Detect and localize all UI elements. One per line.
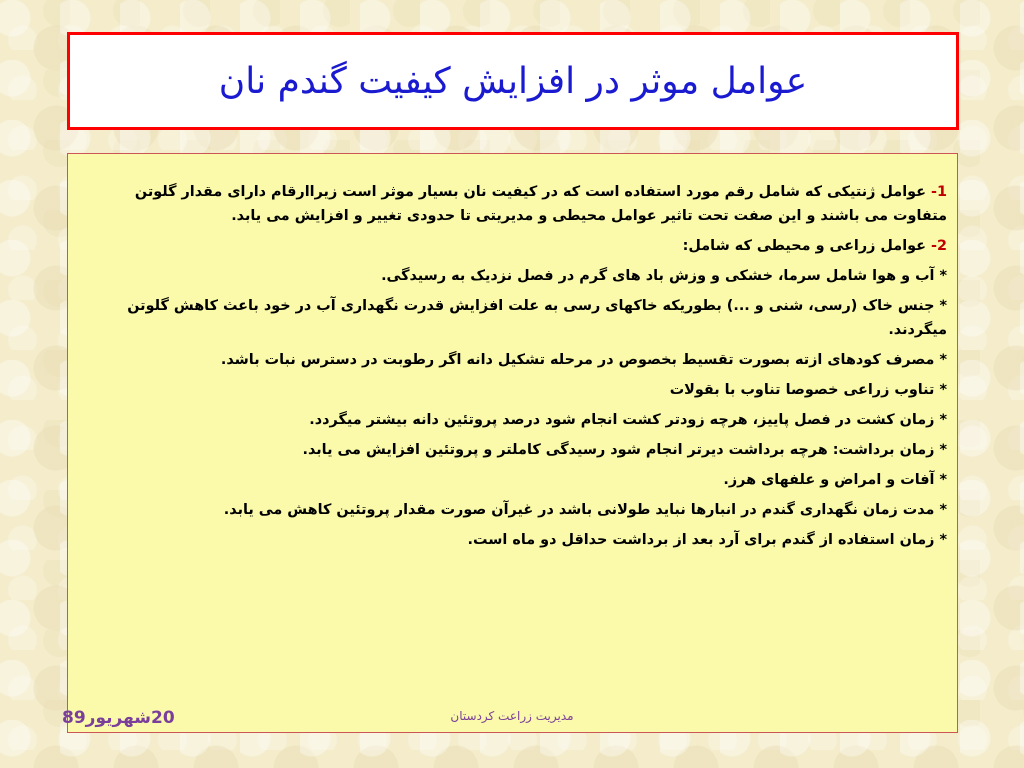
item-text: * مدت زمان نگهداری گندم در انبارها نباید طولانی باشد در غیرآن صورت مقدار پروتئین کاهش می یابد. <box>223 502 947 518</box>
list-item <box>79 468 947 492</box>
list-item <box>79 378 947 402</box>
content-list <box>79 180 947 558</box>
slide-title: عوامل موثر در افزایش کیفیت گندم نان <box>218 60 808 102</box>
list-item <box>79 180 947 228</box>
item-text: * تناوب زراعی خصوصا تناوب با بقولات <box>669 382 947 398</box>
item-text: * جنس خاک (رسی، شنی و ...) بطوریکه خاکهای رسی به علت افزایش قدرت نگهداری آب در خود باعث کاهش گلوتن میگردند. <box>127 298 947 338</box>
list-item <box>79 408 947 432</box>
item-text: عوامل زراعی و محیطی که شامل: <box>682 238 931 254</box>
item-text: * زمان برداشت: هرچه برداشت دیرتر انجام شود رسیدگی کاملتر و پروتئین افزایش می یابد. <box>302 442 947 458</box>
list-item <box>79 234 947 258</box>
item-number: 1- <box>931 184 947 200</box>
item-text: * مصرف کودهای ازته بصورت تقسیط بخصوص در مرحله تشکیل دانه اگر رطوبت در دسترس نبات باشد. <box>220 352 947 368</box>
list-item <box>79 294 947 342</box>
title-box <box>67 32 959 130</box>
item-text: * زمان کشت در فصل پاییز، هرچه زودتر کشت انجام شود درصد پروتئین دانه بیشتر میگردد. <box>309 412 947 428</box>
list-item <box>79 348 947 372</box>
item-text: * زمان استفاده از گندم برای آرد بعد از برداشت حداقل دو ماه است. <box>467 532 947 548</box>
list-item <box>79 264 947 288</box>
item-text: * آفات و امراض و علفهای هرز. <box>723 472 947 488</box>
item-number: 2- <box>931 238 947 254</box>
list-item <box>79 498 947 522</box>
item-text: عوامل ژنتیکی که شامل رقم مورد استفاده است که در کیفیت نان بسیار موثر است زیراارقام دارای مقدار گلوتن متفاوت می باشند و این صفت تحت تاثیر عوامل محیطی و مدیریتی تا حدودی تغییر و افزایش می یابد. <box>134 184 947 224</box>
item-text: * آب و هوا شامل سرما، خشکی و وزش باد های گرم در فصل نزدیک به رسیدگی. <box>381 268 947 284</box>
footer-date: 20شهریور89 <box>62 708 175 728</box>
content-box <box>67 153 958 733</box>
list-item <box>79 438 947 462</box>
footer-organization: مدیریت زراعت کردستان <box>450 709 574 723</box>
list-item <box>79 528 947 552</box>
